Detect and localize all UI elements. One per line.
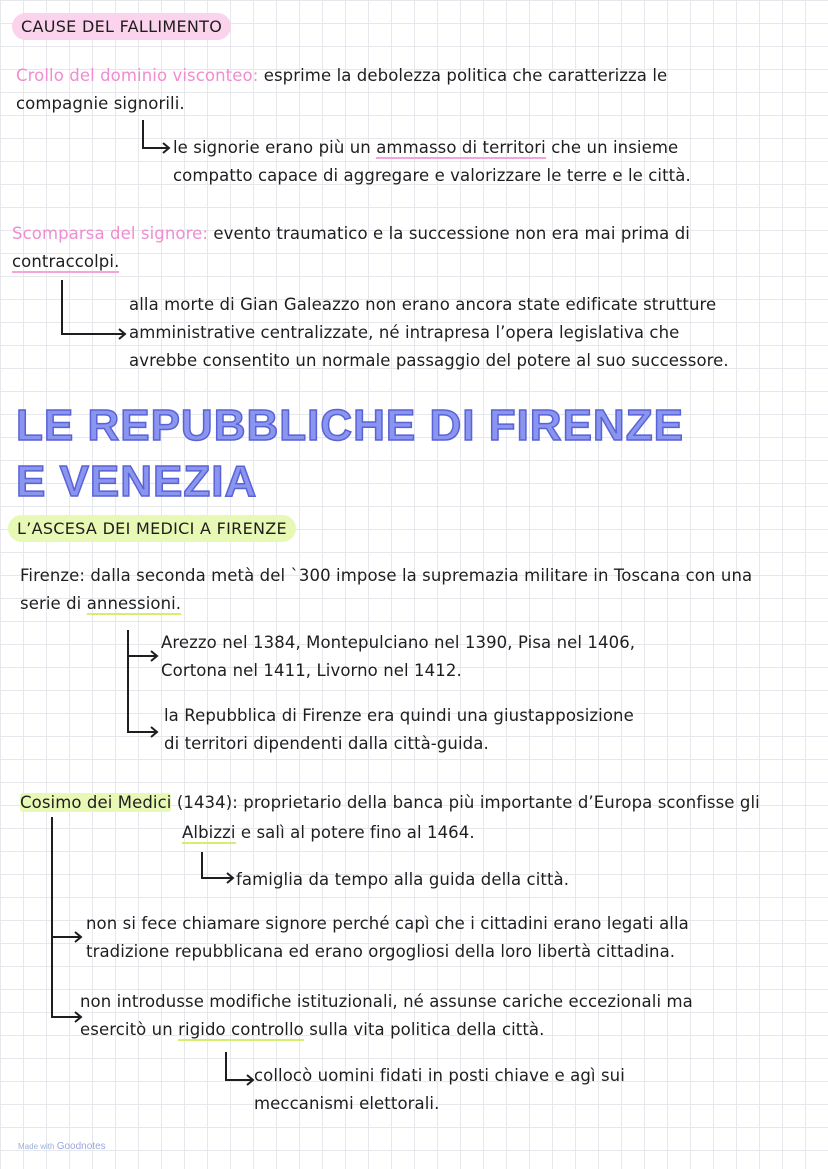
arrow-icon [222, 1050, 258, 1090]
section-header-cause: CAUSE DEL FALLIMENTO [12, 17, 231, 36]
note-repubblica-line2: di territori dipendenti dalla città-guida. [164, 734, 489, 753]
note-signore-line1: non si fece chiamare signore perché capì che i cittadini erano legati alla [86, 914, 689, 933]
note-gian-galeazzo-line1: alla morte di Gian Galeazzo non erano ancora state edificate strutture [129, 295, 717, 314]
paragraph-firenze: Firenze: dalla seconda metà del `300 impose la supremazia militare in Toscana con una [20, 566, 753, 585]
paragraph-scomparsa: Scomparsa del signore: evento traumatico e la successione non era mai prima di [12, 224, 690, 243]
goodnotes-watermark: Made with Goodnotes [18, 1141, 106, 1152]
arrow-icon [58, 278, 130, 342]
note-gian-galeazzo-line2: amministrative centralizzate, né intrapresa l’opera legislativa che [129, 323, 680, 342]
keyword-scomparsa: Scomparsa del signore: [12, 224, 209, 243]
paragraph-cosimo: Cosimo dei Medici (1434): proprietario della banca più importante d’Europa sconfisse gli [20, 793, 760, 812]
note-annessioni-line1: Arezzo nel 1384, Montepulciano nel 1390, Pisa nel 1406, [161, 633, 636, 652]
arrow-icon [198, 850, 238, 890]
paragraph-scomparsa-line2: contraccolpi. [12, 252, 120, 271]
page-title-line2: E VENEZIA [16, 457, 258, 506]
note-uomini-fidati-line2: meccanismi elettorali. [254, 1094, 440, 1113]
keyword-cosimo: Cosimo dei Medici [20, 793, 172, 812]
note-annessioni-line2: Cortona nel 1411, Livorno nel 1412. [161, 661, 462, 680]
paragraph-crollo-line2: compagnie signorili. [16, 94, 185, 113]
note-repubblica-line1: la Repubblica di Firenze era quindi una giustapposizione [164, 706, 634, 725]
note-uomini-fidati-line1: collocò uomini fidati in posti chiave e agì sui [254, 1066, 625, 1085]
goodnotes-brand: Goodnotes [56, 1141, 106, 1152]
section-header-medici: L’ASCESA DEI MEDICI A FIRENZE [8, 519, 296, 538]
note-signore-line2: tradizione repubblicana ed erano orgogliosi della loro libertà cittadina. [86, 942, 676, 961]
paragraph-cosimo-line2: Albizzi e salì al potere fino al 1464. [182, 823, 475, 842]
note-albizzi: famiglia da tempo alla guida della città. [236, 870, 570, 889]
paragraph-firenze-line2: serie di annessioni. [20, 594, 182, 613]
arrow-icon [122, 628, 164, 740]
note-gian-galeazzo-line3: avrebbe consentito un normale passaggio del potere al suo successore. [129, 351, 729, 370]
paragraph-crollo: Crollo del dominio visconteo: esprime la debolezza politica che caratterizza le [16, 66, 668, 85]
note-signorie-line2: compatto capace di aggregare e valorizzare le terre e le città. [173, 166, 691, 185]
arrow-icon [140, 118, 174, 158]
note-signorie: le signorie erano più un ammasso di territori che un insieme [173, 138, 679, 157]
page-title-line1: LE REPUBBLICHE DI FIRENZE [16, 401, 684, 450]
note-modifiche-line1: non introdusse modifiche istituzionali, né assunse cariche eccezionali ma [80, 992, 693, 1011]
note-modifiche-line2: esercitò un rigido controllo sulla vita politica della città. [80, 1020, 545, 1039]
keyword-crollo: Crollo del dominio visconteo: [16, 66, 259, 85]
